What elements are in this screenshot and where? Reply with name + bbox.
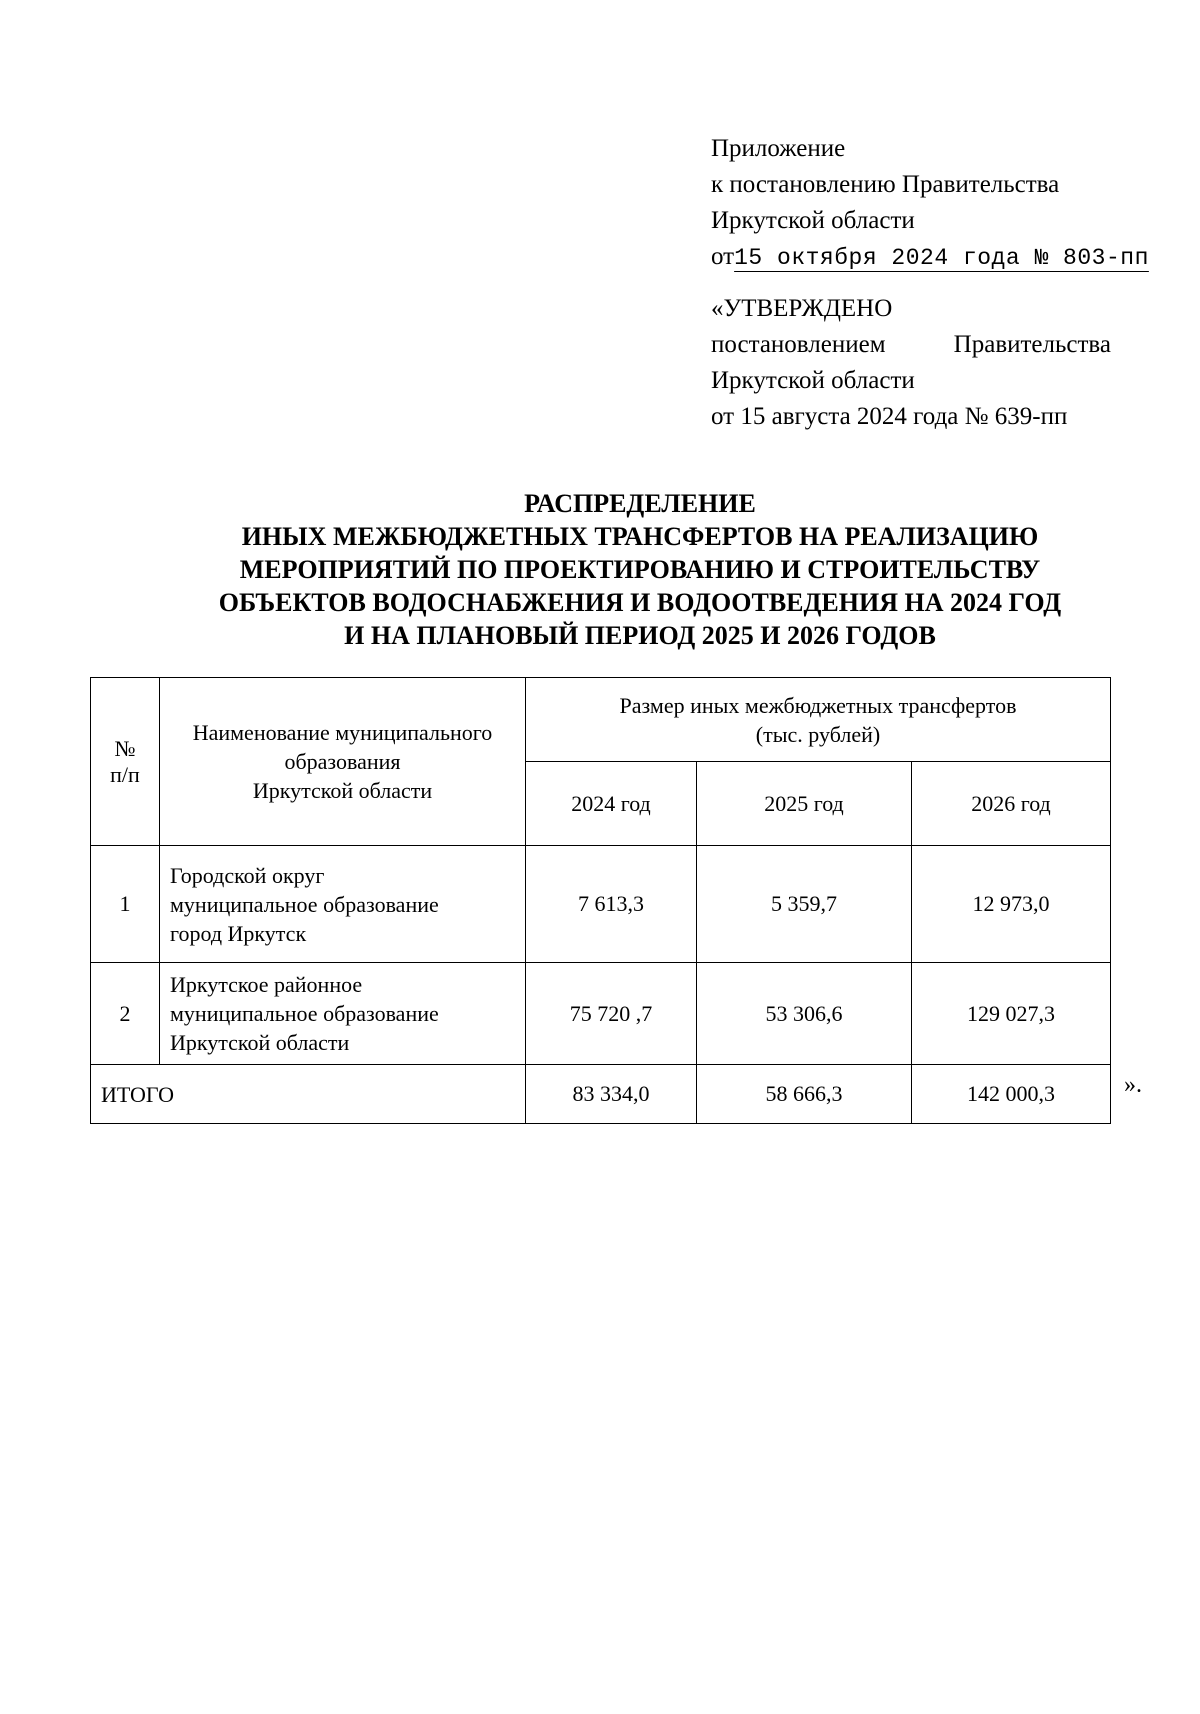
row-2-value-2024: 75 720 ,7 xyxy=(526,963,697,1065)
appendix-date-line xyxy=(711,239,1149,276)
closing-quote-mark: ». xyxy=(1124,1072,1142,1098)
row-2-name-line-1: Иркутское районное xyxy=(170,972,363,997)
row-2-value-2026: 129 027,3 xyxy=(912,963,1111,1065)
row-1-value-2024: 7 613,3 xyxy=(526,846,697,963)
row-2-name-line-2: муниципальное образование xyxy=(170,1001,439,1026)
row-1-name xyxy=(160,846,526,963)
approved-line-4: от 15 августа 2024 года № 639-пп xyxy=(711,403,1068,430)
total-value-2025: 58 666,3 xyxy=(697,1065,912,1124)
row-1-value-2025: 5 359,7 xyxy=(697,846,912,963)
row-1-name-line-1: Городской округ xyxy=(170,862,325,888)
row-2-name xyxy=(160,963,526,1065)
appendix-line-1: Приложение xyxy=(711,135,846,162)
approved-line-2b: Правительства xyxy=(953,331,1111,358)
header-num xyxy=(91,678,160,846)
row-1-value-2026: 12 973,0 xyxy=(912,846,1111,963)
header-name-line-3: Иркутской области xyxy=(252,778,433,803)
header-year-2025: 2025 год xyxy=(697,762,912,846)
header-name-line-1: Наименование муниципального xyxy=(192,720,493,745)
approved-line-1: «УТВЕРЖДЕНО xyxy=(711,295,893,322)
title-line-4: ОБЪЕКТОВ ВОДОСНАБЖЕНИЯ И ВОДООТВЕДЕНИЯ НА 2024 ГОД xyxy=(218,588,1062,617)
row-2-value-2025: 53 306,6 xyxy=(697,963,912,1065)
table-header-row xyxy=(91,678,1111,762)
total-value-2024: 83 334,0 xyxy=(526,1065,697,1124)
row-1-name-line-3: город Иркутск xyxy=(170,920,307,946)
header-year-2024: 2024 год xyxy=(526,762,697,846)
table-row xyxy=(91,963,1111,1065)
header-transfers-group xyxy=(526,678,1111,762)
total-value-2026: 142 000,3 xyxy=(912,1065,1111,1124)
appendix-line-3: Иркутской области xyxy=(711,207,915,234)
table-total-row xyxy=(91,1065,1111,1124)
title-line-2: ИНЫХ МЕЖБЮДЖЕТНЫХ ТРАНСФЕРТОВ НА РЕАЛИЗАЦИЮ xyxy=(241,522,1039,551)
appendix-line-2: к постановлению Правительства xyxy=(711,171,1060,198)
header-group-line-2: (тыс. рублей) xyxy=(755,721,881,747)
appendix-date-prefix: от xyxy=(711,243,735,270)
distribution-table xyxy=(90,677,1111,1124)
table-row xyxy=(91,846,1111,963)
total-label: ИТОГО xyxy=(91,1065,526,1124)
title-line-5: И НА ПЛАНОВЫЙ ПЕРИОД 2025 И 2026 ГОДОВ xyxy=(344,621,936,650)
row-2-name-line-3: Иркутской области xyxy=(170,1030,350,1055)
approved-line-3: Иркутской области xyxy=(711,367,915,394)
document-title xyxy=(0,487,1200,652)
title-line-3: МЕРОПРИЯТИЙ ПО ПРОЕКТИРОВАНИЮ И СТРОИТЕЛЬСТВУ xyxy=(239,555,1041,584)
header-group-line-1: Размер иных межбюджетных трансфертов xyxy=(619,692,1017,718)
title-line-1: РАСПРЕДЕЛЕНИЕ xyxy=(524,489,756,518)
approved-line-2 xyxy=(711,327,1111,363)
appendix-block xyxy=(711,131,1149,276)
appendix-date-typed: 15 октября 2024 года № 803-пп xyxy=(734,245,1149,271)
header-year-2026: 2026 год xyxy=(912,762,1111,846)
row-1-num: 1 xyxy=(91,846,160,963)
header-name-line-2: образования xyxy=(284,749,401,774)
row-2-num: 2 xyxy=(91,963,160,1065)
row-1-name-line-2: муниципальное образование xyxy=(170,891,439,917)
approved-line-2a: постановлением xyxy=(711,331,886,358)
header-name xyxy=(160,678,526,846)
header-num-line-1: № xyxy=(114,735,136,761)
header-num-line-2: п/п xyxy=(110,761,140,787)
approved-block xyxy=(711,291,1111,435)
